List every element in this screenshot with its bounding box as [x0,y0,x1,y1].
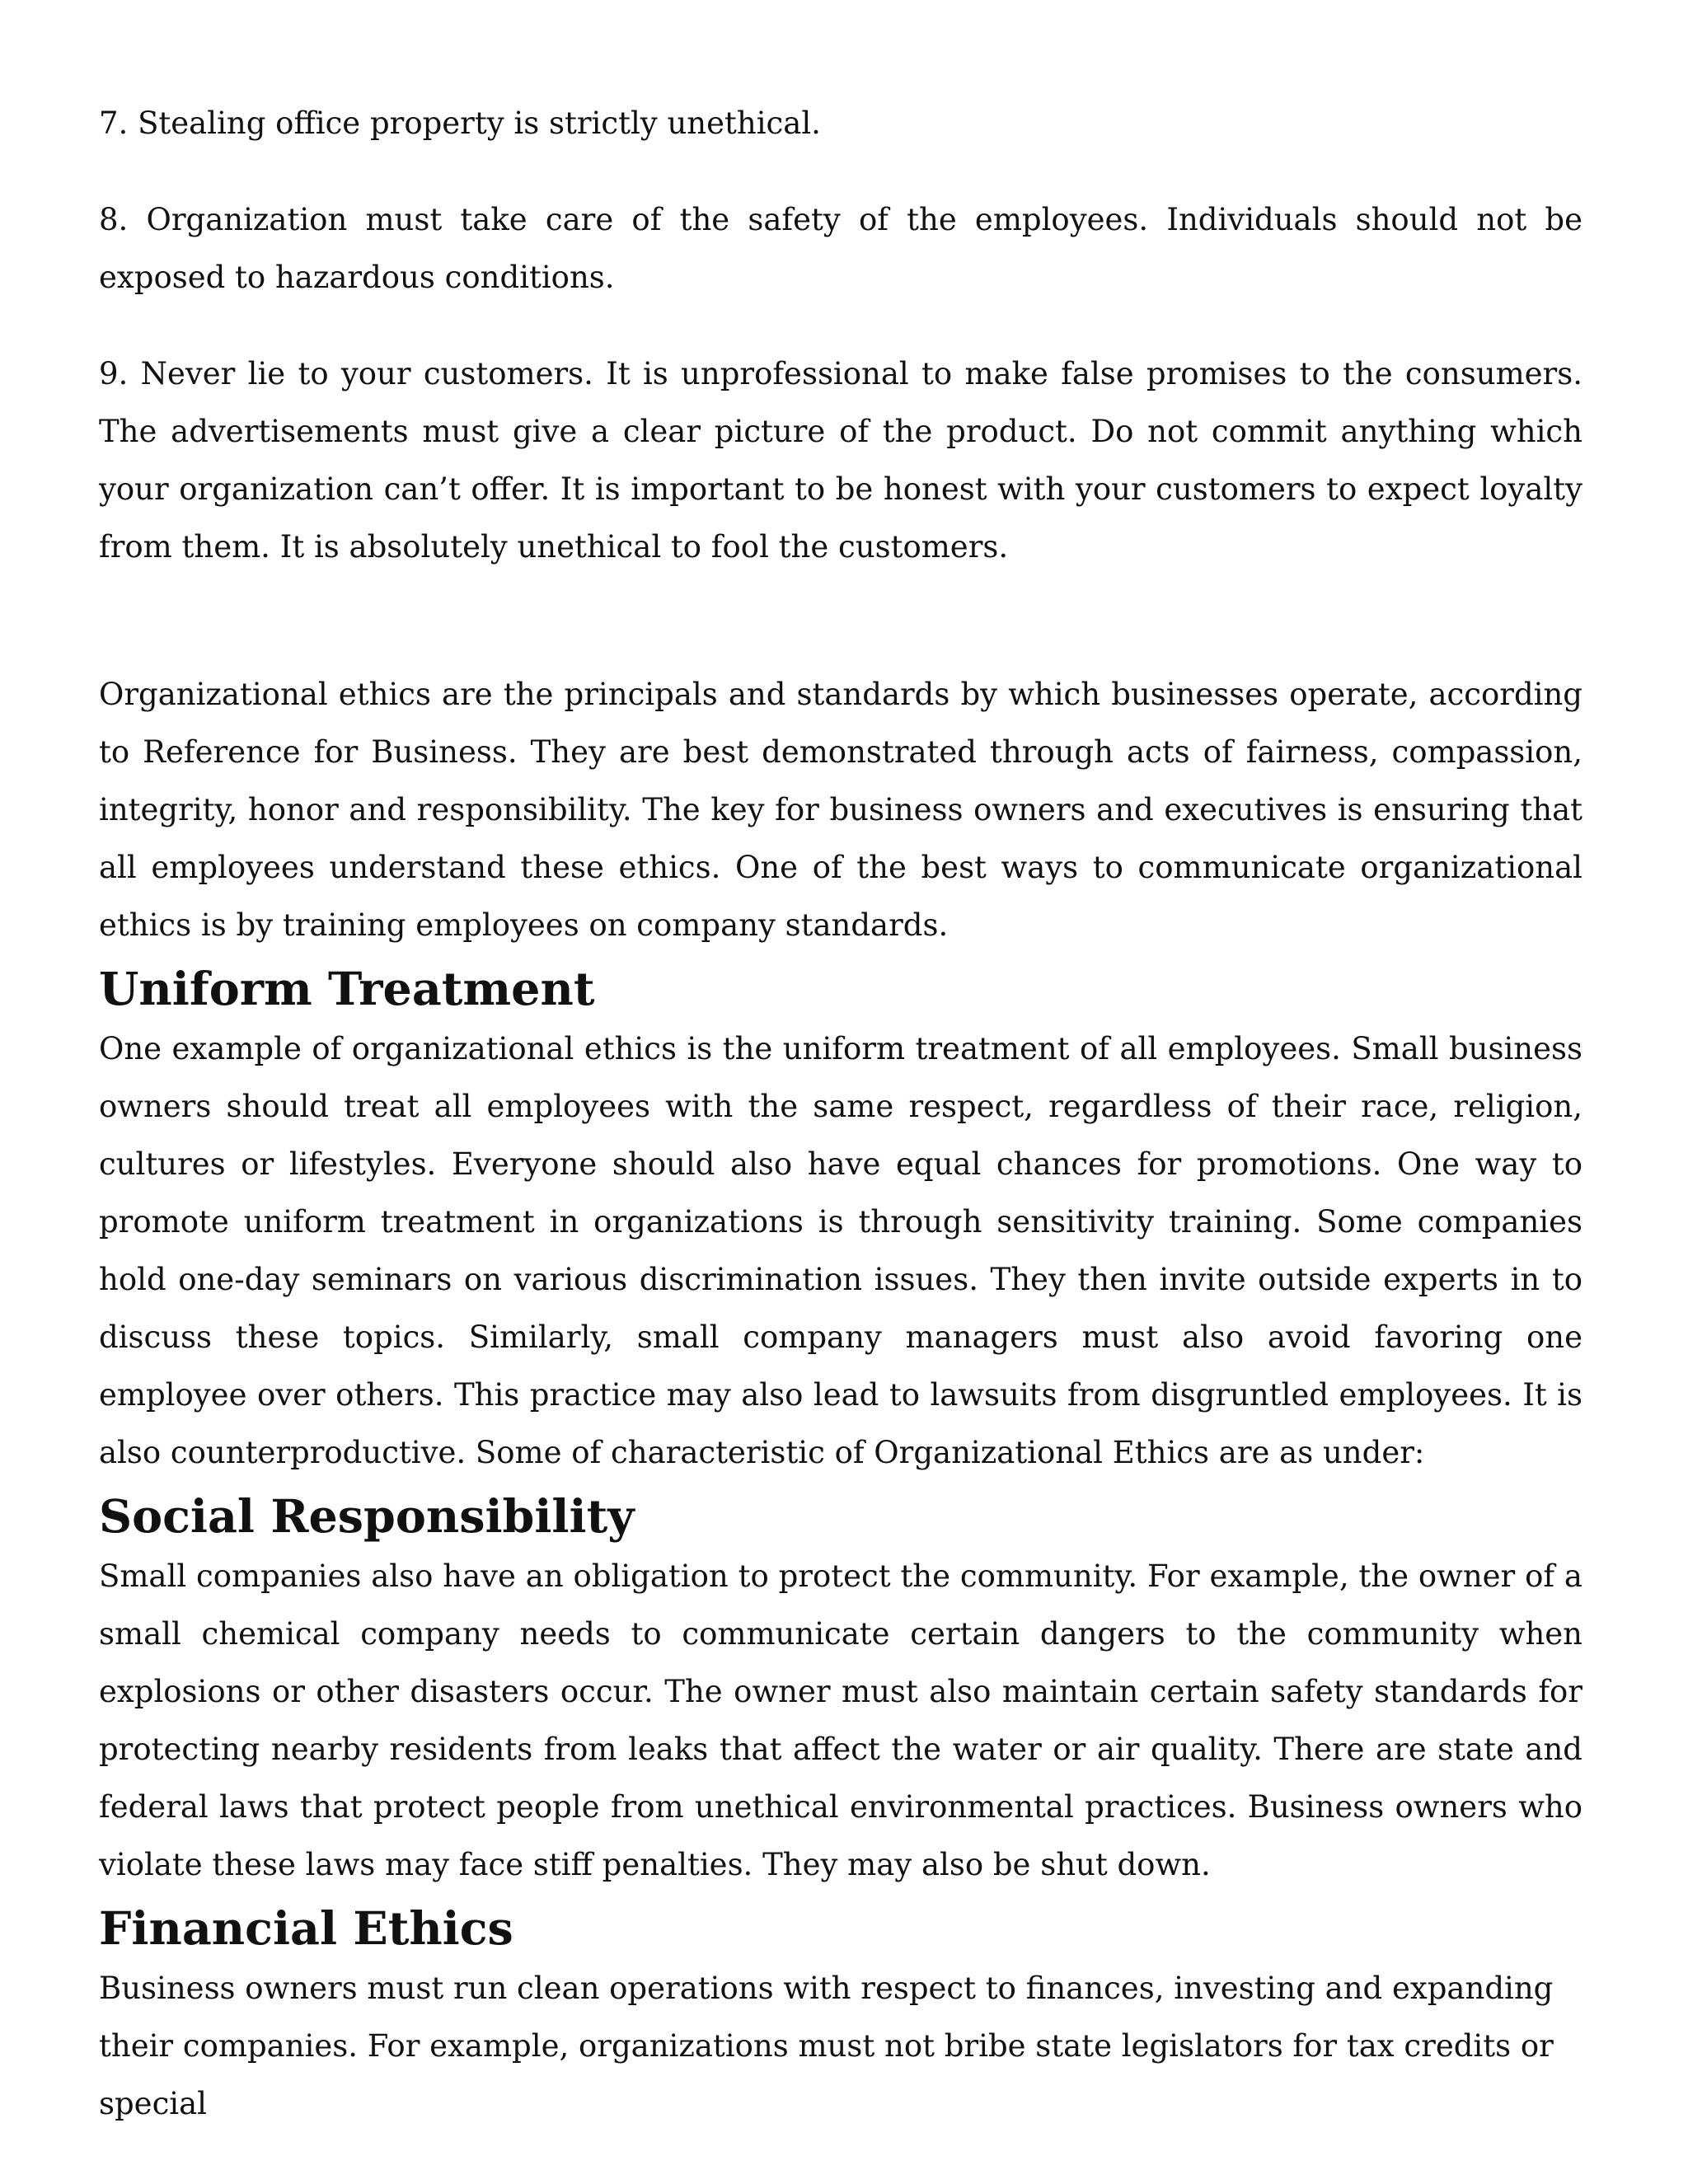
section-body-uniform-treatment: One example of organizational ethics is the uniform treatment of all employees. Small business owners should treat all employees with the same respect, regardless of their race, religion, cultures or lifestyles. Everyone should also have equal chances for promotions. One way to promote uniform treatment in organizations is through sensitivity training. Some companies hold one-day seminars on various discrimination issues. They then invite outside experts in to discuss these topics. Similarly, small company managers must also avoid favoring one employee over others. This practice may also lead to lawsuits from disgruntled employees. It is also counterproductive. Some of characteristic of Organizational Ethics are as under: [99,1031,1582,1470]
section-heading-uniform-treatment: Uniform Treatment [99,963,595,1016]
intro-paragraph: Organizational ethics are the principals and standards by which businesses operate, according to Reference for Business. They are best demonstrated through acts of fairness, compassion, integrity, honor and responsibility. The key for business owners and executives is ensuring that all employees understand these ethics. One of the best ways to communicate organizational ethics is by training employees on company standards. [99,677,1582,943]
section-body-social-responsibility: Small companies also have an obligation to protect the community. For example, the owner of a small chemical company needs to communicate certain dangers to the community when explosions or other disasters occur. The owner must also maintain certain safety standards for protecting nearby residents from leaks that affect the water or air quality. There are state and federal laws that protect people from unethical environmental practices. Business owners who violate these laws may face stiff penalties. They may also be shut down. [99,1558,1582,1882]
section-body-financial-ethics: Business owners must run clean operations with respect to finances, investing and expanding their companies. For example, organizations must not bribe state legislators for tax credits or special [99,1971,1554,2121]
list-item-9: 9. Never lie to your customers. It is unprofessional to make false promises to the consumers. The advertisements must give a clear picture of the product. Do not commit anything which your organization can’t offer. It is important to be honest with your customers to expect loyalty from them. It is absolutely unethical to fool the customers. [99,356,1582,565]
section-heading-social-responsibility: Social Responsibility [99,1490,635,1544]
list-item-8: 8. Organization must take care of the safety of the employees. Individuals should not be exposed to hazardous conditions. [99,202,1582,295]
document-page [99,95,1582,2133]
section-heading-financial-ethics: Financial Ethics [99,1902,513,1956]
list-item-7: 7. Stealing office property is strictly unethical. [99,105,821,141]
